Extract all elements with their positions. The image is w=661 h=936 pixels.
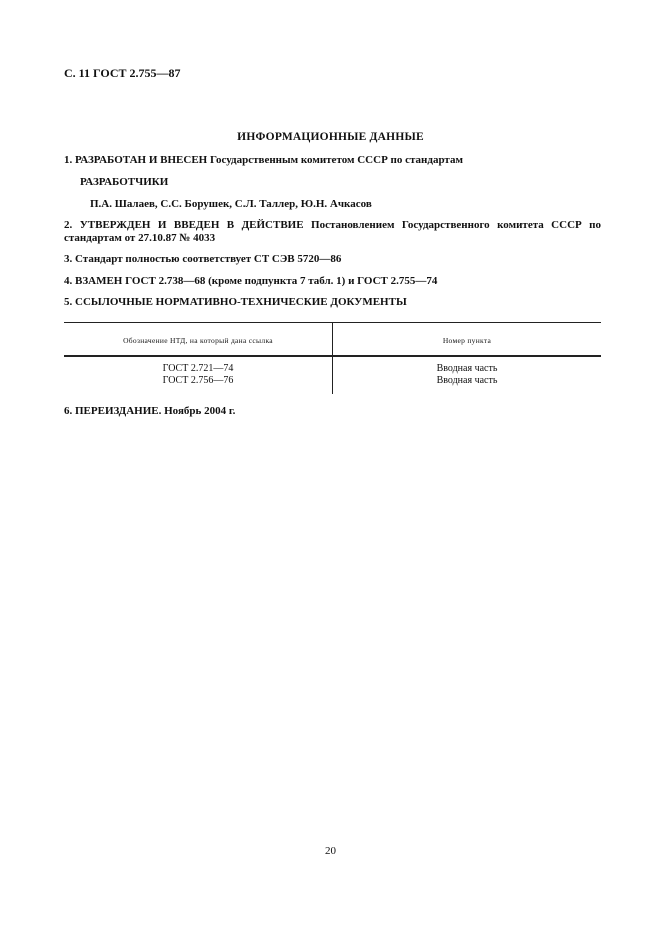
table-cell-document: ГОСТ 2.721—74 <box>162 363 234 374</box>
table-cell-clause: Вводная часть <box>436 375 498 386</box>
item-heading: ВЗАМЕН <box>75 275 123 287</box>
references-table <box>64 322 601 394</box>
item-text: Ноябрь 2004 г. <box>164 405 236 417</box>
item-replaces <box>64 275 601 288</box>
item-text: Стандарт полностью соответствует СТ СЭВ 5720—86 <box>75 253 342 265</box>
item-text: Постановлением Государственного комитета СССР по стандартам от 27.10.87 № 4033 <box>64 219 602 244</box>
item-reissue <box>64 405 601 418</box>
developers-label: РАЗРАБОТЧИКИ <box>80 176 169 188</box>
item-developed <box>64 154 601 167</box>
item-heading: ССЫЛОЧНЫЕ НОРМАТИВНО-ТЕХНИЧЕСКИЕ ДОКУМЕНТЫ <box>75 296 407 308</box>
developers-names: П.А. Шалаев, С.С. Борушек, С.Л. Таллер, Ю.Н. Ачкасов <box>90 198 372 210</box>
item-number: 5. <box>64 296 73 308</box>
item-references <box>64 296 601 309</box>
item-number: 6. <box>64 405 73 417</box>
item-heading: УТВЕРЖДЕН И ВВЕДЕН В ДЕЙСТВИЕ <box>79 219 304 231</box>
item-number: 3. <box>64 253 73 265</box>
table-header-document: Обозначение НТД, на который дана ссылка <box>123 336 273 345</box>
table-cell-document: ГОСТ 2.756—76 <box>162 375 234 386</box>
section-title: ИНФОРМАЦИОННЫЕ ДАННЫЕ <box>237 131 424 143</box>
item-number: 1. <box>64 154 73 166</box>
item-approved <box>64 219 601 245</box>
item-heading: РАЗРАБОТАН И ВНЕСЕН <box>75 154 208 166</box>
item-number: 4. <box>64 275 73 287</box>
table-cell-clause: Вводная часть <box>436 363 498 374</box>
page-number: 20 <box>325 845 336 857</box>
table-header-clause: Номер пункта <box>442 336 492 345</box>
item-text: Государственным комитетом СССР по стандартам <box>209 154 463 166</box>
item-text: ГОСТ 2.738—68 (кроме подпункта 7 табл. 1) и ГОСТ 2.755—74 <box>125 275 438 287</box>
item-heading: ПЕРЕИЗДАНИЕ. <box>75 405 162 417</box>
page-header-ref: С. 11 ГОСТ 2.755—87 <box>64 66 181 80</box>
item-compliance <box>64 253 601 266</box>
item-number: 2. <box>64 219 73 231</box>
